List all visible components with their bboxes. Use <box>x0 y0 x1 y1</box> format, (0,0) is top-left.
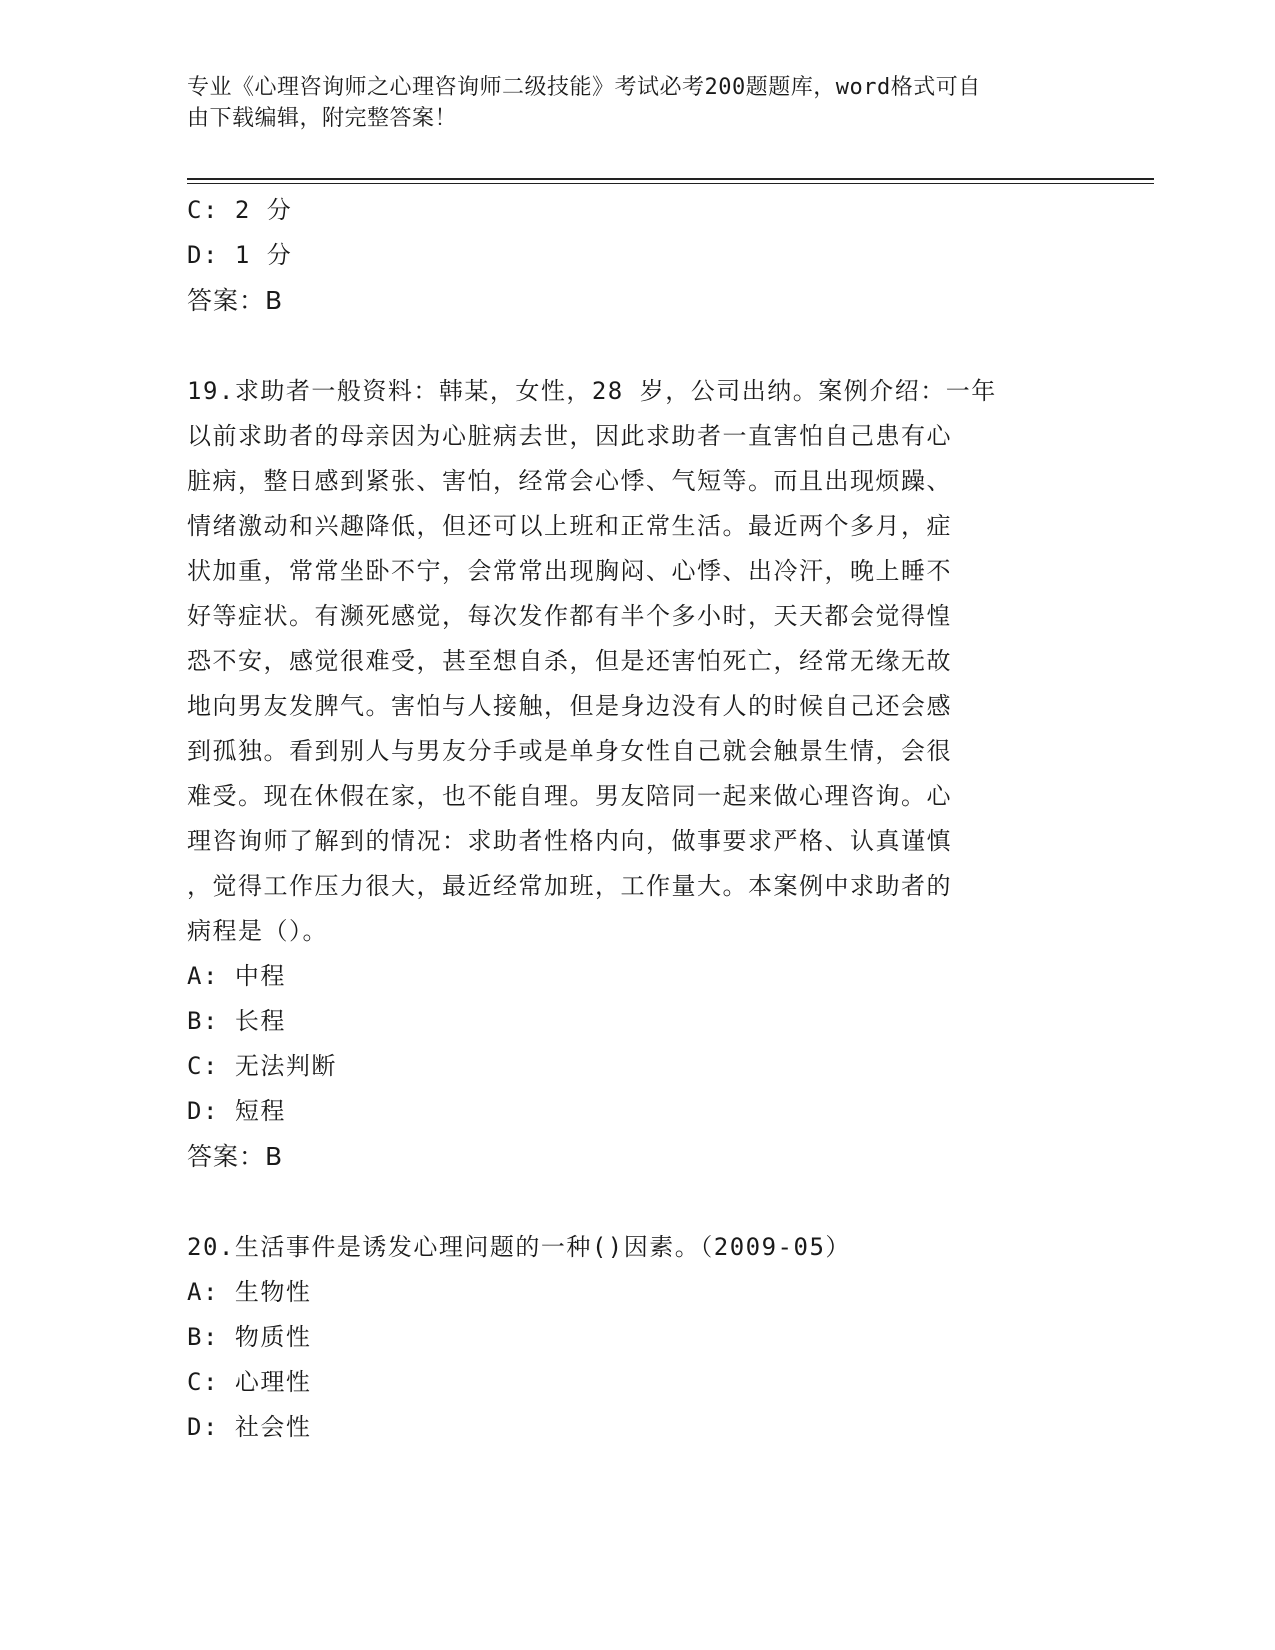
option-a: A: 生物性 <box>187 1278 312 1306</box>
page-header <box>187 72 1087 134</box>
option-c: C: 无法判断 <box>187 1052 337 1080</box>
option-c: C: 2 分 <box>187 196 293 224</box>
question-stem: 20.生活事件是诱发心理问题的一种()因素。（2009-05） <box>187 1233 851 1261</box>
header-rule-thick <box>187 178 1154 180</box>
question-stem-line: 情绪激动和兴趣降低，但还可以上班和正常生活。最近两个多月，症 <box>187 512 952 540</box>
option-c: C: 心理性 <box>187 1368 312 1396</box>
question-stem-line: 脏病，整日感到紧张、害怕，经常会心悸、气短等。而且出现烦躁、 <box>187 467 952 495</box>
question-stem-line: 地向男友发脾气。害怕与人接触，但是身边没有人的时候自己还会感 <box>187 692 952 720</box>
prev-question <box>187 188 1087 323</box>
option-a: A: 中程 <box>187 962 286 990</box>
question-stem-line: 19.求助者一般资料：韩某，女性，28 岁，公司出纳。案例介绍：一年 <box>187 377 997 405</box>
header-line-2: 由下载编辑，附完整答案！ <box>187 106 458 131</box>
answer: 答案：B <box>187 1142 284 1171</box>
question-stem-line: 以前求助者的母亲因为心脏病去世，因此求助者一直害怕自己患有心 <box>187 422 952 450</box>
question-stem-line: 好等症状。有濒死感觉，每次发作都有半个多小时，天天都会觉得惶 <box>187 602 952 630</box>
question-stem-line: 难受。现在休假在家，也不能自理。男友陪同一起来做心理咨询。心 <box>187 782 952 810</box>
answer: 答案：B <box>187 286 284 315</box>
question-stem-line: ，觉得工作压力很大，最近经常加班，工作量大。本案例中求助者的 <box>187 872 952 900</box>
question-20 <box>187 1225 1087 1450</box>
question-stem-line: 理咨询师了解到的情况：求助者性格内向，做事要求严格、认真谨慎 <box>187 827 952 855</box>
option-b: B: 物质性 <box>187 1323 312 1351</box>
question-stem-line: 恐不安，感觉很难受，甚至想自杀，但是还害怕死亡，经常无缘无故 <box>187 647 952 675</box>
option-d: D: 短程 <box>187 1097 286 1125</box>
option-d: D: 社会性 <box>187 1413 312 1441</box>
question-stem-line: 到孤独。看到别人与男友分手或是单身女性自己就会触景生情，会很 <box>187 737 952 765</box>
document-body <box>187 188 1087 1450</box>
header-rule-thin <box>187 183 1154 184</box>
question-19 <box>187 369 1087 1179</box>
spacer <box>187 1179 1087 1225</box>
spacer <box>187 323 1087 369</box>
option-b: B: 长程 <box>187 1007 286 1035</box>
option-d: D: 1 分 <box>187 241 293 269</box>
question-stem-line: 状加重，常常坐卧不宁，会常常出现胸闷、心悸、出冷汗，晚上睡不 <box>187 557 952 585</box>
header-line-1: 专业《心理咨询师之心理咨询师二级技能》考试必考200题题库，word格式可自 <box>187 75 981 100</box>
question-stem-line: 病程是（）。 <box>187 917 328 945</box>
